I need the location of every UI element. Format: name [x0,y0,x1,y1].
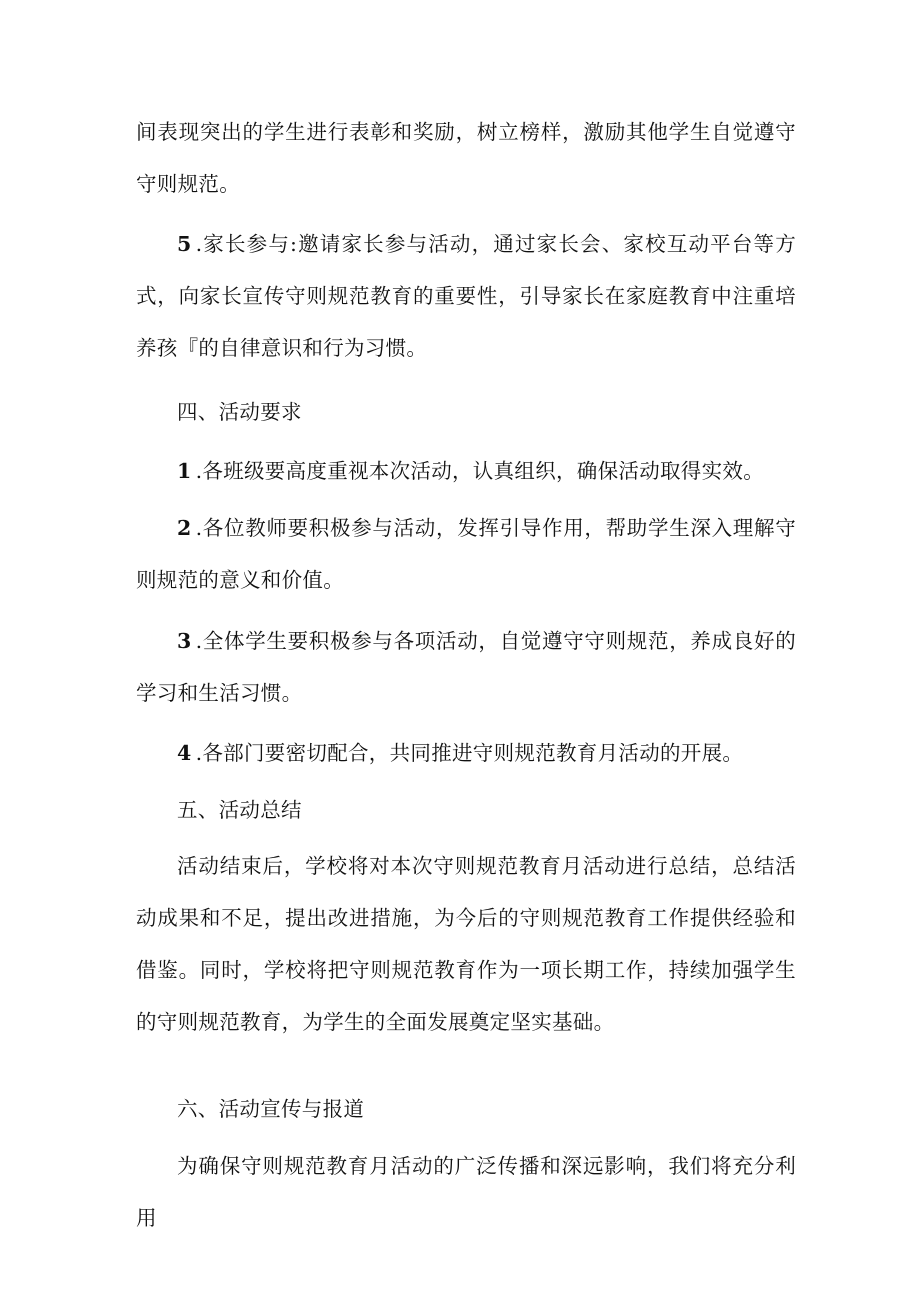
list-item-1 [136,445,796,497]
paragraph-summary: 活动结束后，学校将对本次守则规范教育月活动进行总结，总结活动成果和不足，提出改进措施，为今后的守则规范教育工作提供经验和借鉴。同时，学校将把守则规范教育作为一项长期工作，持续加强学生的守则规范教育，为学生的全面发展奠定坚实基础。 [136,854,796,1034]
item-text: .各位教师要积极参与活动，发挥引导作用，帮助学生深入理解守则规范的意义和价值。 [136,516,796,592]
paragraph-publicity: 为确保守则规范教育月活动的广泛传播和深远影响，我们将充分利用 [136,1154,796,1230]
paragraph-continuation: 间表现突出的学生进行表彰和奖励，树立榜样，激励其他学生自觉遵守守则规范。 [136,120,796,196]
item-text: .全体学生要积极参与各项活动，自觉遵守守则规范，养成良好的学习和生活习惯。 [136,629,796,705]
item-number: 5 [177,232,192,256]
list-item-3 [136,615,796,719]
item-number: 2 [177,516,192,540]
section-heading-5: 五、活动总结 [177,798,302,822]
item-number: 3 [177,629,192,653]
section-heading-6: 六、活动宣传与报道 [177,1097,365,1121]
item-text: .各部门要密切配合，共同推进守则规范教育月活动的开展。 [195,741,744,765]
list-item-2 [136,502,796,606]
list-item-4 [136,727,796,779]
item-number: 1 [177,459,192,483]
item-text: .各班级要高度重视本次活动，认真组织，确保活动取得实效。 [195,459,764,483]
item-number: 4 [177,741,192,765]
section-heading-4: 四、活动要求 [177,400,302,424]
list-item-5 [136,218,796,374]
item-text: .家长参与:邀请家长参与活动，通过家长会、家校互动平台等方式，向家长宣传守则规范教育的重要性，引导家长在家庭教育中注重培养孩『的自律意识和行为习惯。 [136,232,796,360]
